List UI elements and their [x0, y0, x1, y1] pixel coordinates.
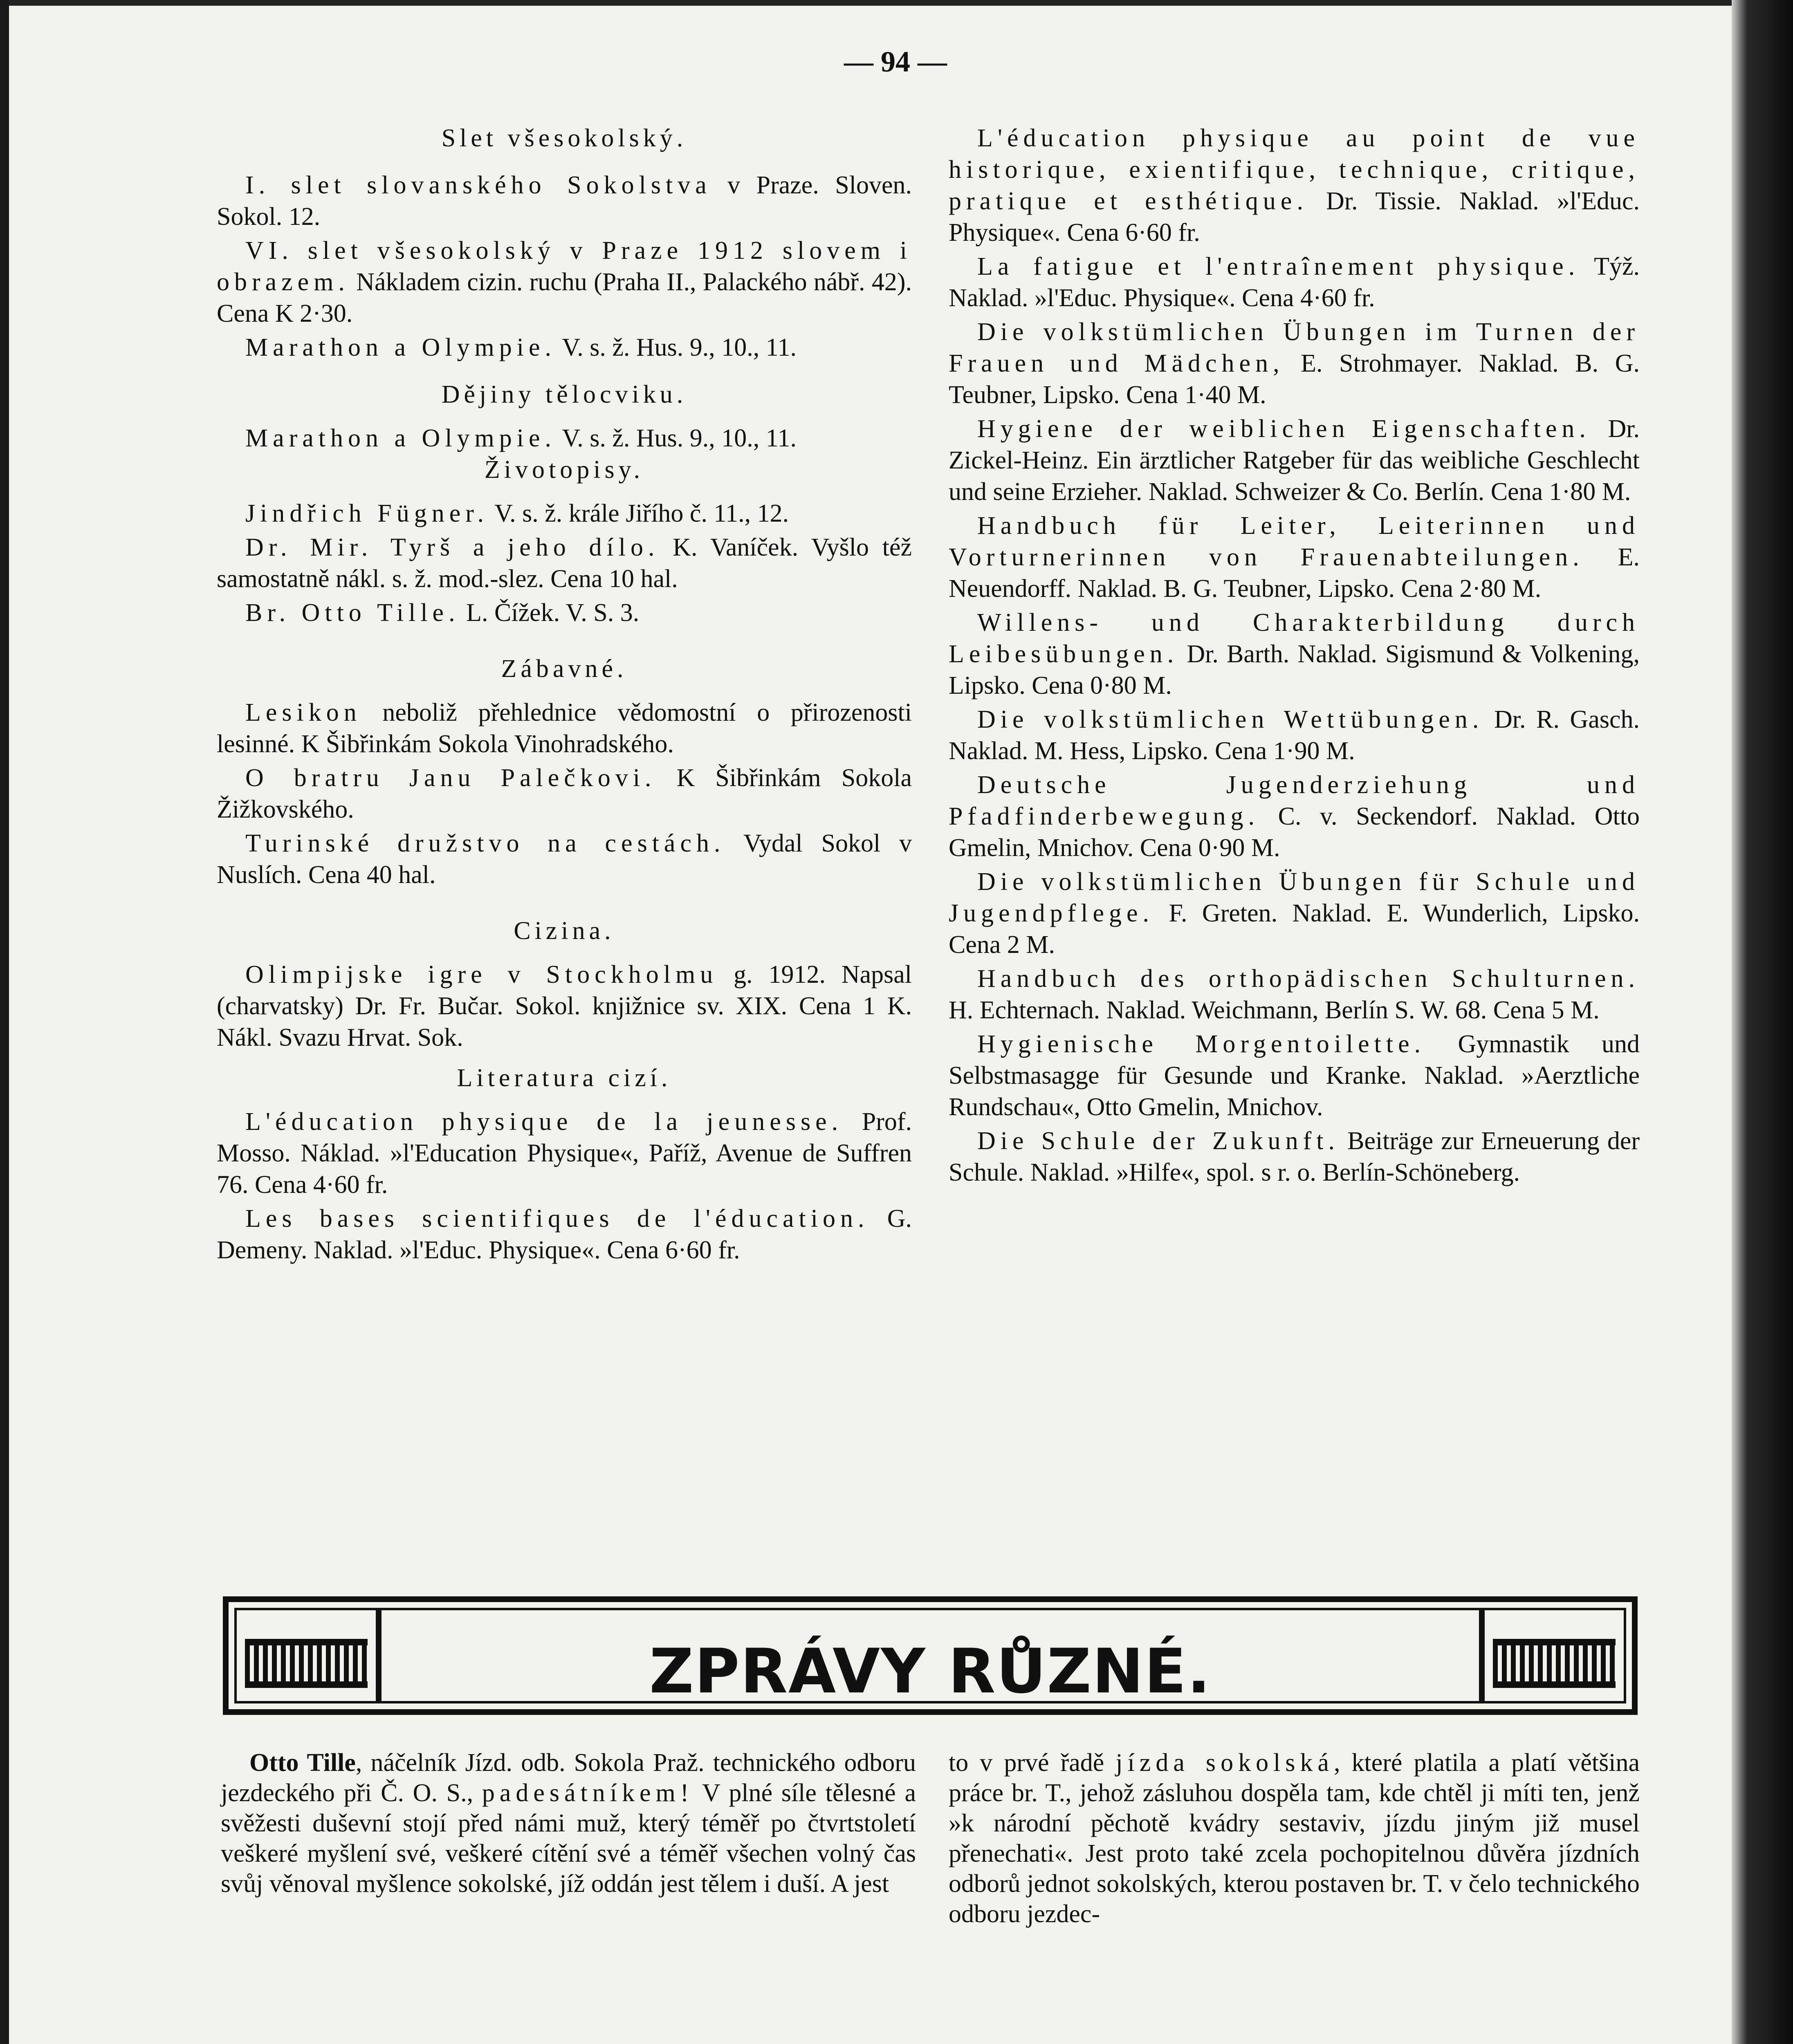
news-emphasis: jízda sokolská [1115, 1749, 1334, 1777]
news-left-column [221, 1748, 916, 1899]
entry-details: G. Demeny. Naklad. »l'Educ. Physique«. Cena 6·60 fr. [217, 1205, 912, 1264]
entry-details: F. Greten. Naklad. E. Wunderlich, Lipsko. Cena 2 M. [949, 899, 1640, 959]
section-heading: Cizina. [514, 917, 615, 945]
entry-title: Handbuch des orthopädischen Schulturnen. [977, 965, 1640, 993]
news-text: to v prvé řadě [949, 1749, 1116, 1777]
news-paragraph [221, 1748, 916, 1899]
news-paragraph [949, 1748, 1640, 1929]
entry-title: Die volkstümlichen Wettübungen. [977, 706, 1484, 733]
entry-title: L'éducation physique au point de vue historique, exientifique, technique, critique, pratique et esthétique. [949, 124, 1640, 215]
entry-title: Hygienische Morgentoilette. [977, 1030, 1426, 1058]
entry-title: Die volkstümlichen Übungen im Turnen der Frauen und Mädchen, [949, 318, 1640, 377]
banner-divider-left [376, 1608, 381, 1703]
entry-title: Les bases scientifiques de l'éducation. [245, 1205, 869, 1233]
entry-title: Olimpijske igre v Stockholmu [245, 961, 718, 988]
news-text: V plné síle tělesné a svěžesti duševní stojí před námi muž, který téměř po čtvrtstoletí veškeré myšlení své, veškeré cítění své a téměř všechen volný čas svůj věnoval myšlence sokolské, jíž oddán jest tělem i duší. A jest [221, 1779, 916, 1898]
page-edge-left [0, 0, 9, 2044]
bibliography-entry [217, 235, 912, 329]
entry-details: Vydal Sokol v Nuslích. Cena 40 hal. [217, 829, 912, 889]
page-edge-top [0, 0, 1793, 6]
right-column [949, 123, 1640, 1188]
entry-details: v Praze. Sloven. Sokol. 12. [217, 171, 912, 231]
railing-ornament-right [1493, 1639, 1616, 1688]
entry-title: La fatigue et l'entraînement physique. [977, 253, 1580, 280]
entry-title: Br. Otto Tille. [245, 599, 460, 627]
entry-details: Dr. Zickel-Heinz. Ein ärztlicher Ratgeber für das weibliche Geschlecht und seine Erzieher. Naklad. Schweizer & Co. Berlín. Cena 1·80 M. [949, 415, 1640, 506]
bibliography-entry [949, 769, 1640, 864]
entry-title: L'éducation physique de la jeunesse. [245, 1108, 843, 1136]
entry-title: VI. slet všesokolský v Praze 1912 slovem i obrazem. [217, 237, 912, 296]
entry-details: Gymnastik und Selbstmasagge für Gesunde und Kranke. Naklad. »Aerztliche Rundschau«, Otto Gmelin, Mnichov. [949, 1030, 1640, 1121]
bibliography-entry [217, 498, 912, 529]
section-heading: Životopisy. [484, 456, 644, 484]
entry-title: Marathon a Olympie. [245, 424, 557, 452]
entry-title: Dr. Mir. Tyrš a jeho dílo. [245, 533, 660, 561]
entry-details: Beiträge zur Erneuerung der Schule. Naklad. »Hilfe«, spol. s r. o. Berlín-Schöneberg. [949, 1127, 1640, 1186]
entry-title: I. slet slovanského Sokolstva [245, 171, 711, 199]
bibliography-entry [949, 866, 1640, 961]
bibliography-entry [949, 413, 1640, 508]
entry-details: Týž. Naklad. »l'Educ. Physique«. Cena 4·60 fr. [949, 253, 1640, 312]
entry-details: E. Strohmayer. Naklad. B. G. Teubner, Lipsko. Cena 1·40 M. [949, 350, 1640, 409]
entry-title: Hygiene der weiblichen Eigenschaften. [977, 415, 1591, 443]
section-banner [223, 1596, 1638, 1715]
left-column [217, 123, 912, 1266]
bibliography-entry [217, 423, 912, 454]
bibliography-entry [217, 697, 912, 760]
bibliography-entry [217, 332, 912, 363]
entry-details: neboliž přehlednice vědomostní o přirozenosti lesinné. K Šibřinkám Sokola Vinohradského. [217, 699, 912, 758]
entry-title: Die Schule der Zukunft. [977, 1127, 1340, 1155]
entry-title: Marathon a Olympie. [245, 334, 557, 361]
bibliography-entry [217, 1203, 912, 1266]
news-emphasis: padesátníkem! [482, 1779, 694, 1807]
entry-title: Handbuch für Leiter, Leiterinnen und Vorturnerinnen von Frauenabteilungen. [949, 512, 1640, 571]
bibliography-entry [217, 597, 912, 629]
bibliography-entry [949, 704, 1640, 767]
section-heading: Slet všesokolský. [441, 124, 687, 152]
entry-details: K Šibřinkám Sokola Žižkovského. [217, 764, 912, 823]
entry-title: Willens- und Charakterbildung durch Leibesübungen. [949, 609, 1640, 668]
bibliography-entry [949, 1125, 1640, 1188]
entry-details: L. Čížek. V. S. 3. [460, 599, 640, 627]
news-person-name: Otto Tille [249, 1749, 356, 1777]
entry-details: K. Vaníček. Vyšlo též samostatně nákl. s. ž. mod.-slez. Cena 10 hal. [217, 533, 912, 593]
entry-details: V. s. ž. Hus. 9., 10., 11. [556, 334, 797, 361]
entry-details: Dr. Barth. Naklad. Sigismund & Volkening, Lipsko. Cena 0·80 M. [949, 640, 1640, 699]
news-text: , náčelník Jízd. odb. Sokola Praž. technického odboru jezdeckého při Č. O. S., [221, 1749, 916, 1807]
banner-divider-right [1479, 1608, 1485, 1703]
bibliography-entry [217, 828, 912, 891]
entry-title: Jindřich Fügner. [245, 500, 489, 527]
bibliography-entry [949, 316, 1640, 411]
entry-title: Die volkstümlichen Übungen für Schule und Jugendpflege. [949, 868, 1640, 927]
section-heading: Zábavné. [501, 655, 628, 683]
bibliography-entry [949, 607, 1640, 702]
banner-title: ZPRÁVY RŮZNÉ. [649, 1636, 1212, 1707]
entry-title: Lesikon [245, 699, 361, 726]
bibliography-entry [217, 1106, 912, 1201]
railing-ornament-left [245, 1639, 368, 1688]
bibliography-entry [949, 251, 1640, 314]
bibliography-entry [949, 963, 1640, 1026]
page-edge-right [1732, 0, 1793, 2044]
entry-title: O bratru Janu Palečkovi. [245, 764, 656, 792]
section-heading: Literatura cizí. [457, 1064, 672, 1092]
bibliography-entry [217, 762, 912, 825]
bibliography-entry [949, 123, 1640, 249]
entry-details: Prof. Mosso. Náklad. »l'Education Physique«, Paříž, Avenue de Suffren 76. Cena 4·60 fr. [217, 1108, 912, 1199]
entry-details: Dr. R. Gasch. Naklad. M. Hess, Lipsko. Cena 1·90 M. [949, 706, 1640, 765]
entry-details: H. Echternach. Naklad. Weichmann, Berlín S. W. 68. Cena 5 M. [949, 996, 1600, 1024]
entry-details: g. 1912. Napsal (charvatsky) Dr. Fr. Bučar. Sokol. knjižnice sv. XIX. Cena 1 K. Nákl. Svazu Hrvat. Sok. [217, 961, 912, 1051]
entry-details: V. s. ž. krále Jiřího č. 11., 12. [488, 500, 789, 527]
bibliography-entry [217, 532, 912, 595]
entry-details: Dr. Tissie. Naklad. »l'Educ. Physique«. Cena 6·60 fr. [949, 187, 1640, 247]
entry-details: V. s. ž. Hus. 9., 10., 11. [556, 424, 797, 452]
page-number: — 94 — [844, 45, 947, 78]
entry-details: Nákladem cizin. ruchu (Praha II., Palackého nábř. 42). Cena K 2·30. [217, 268, 912, 327]
banner-inner-frame [234, 1608, 1626, 1707]
news-right-column [949, 1748, 1640, 1929]
bibliography-entry [949, 1029, 1640, 1123]
entry-title: Deutsche Jugenderziehung und Pfadfinderbewegung. [949, 771, 1640, 830]
entry-details: C. v. Seckendorf. Naklad. Otto Gmelin, Mnichov. Cena 0·90 M. [949, 802, 1640, 862]
news-text: , které platila a platí většina práce br. T., jehož zásluhou dospěla tam, kde chtěl ji míti ten, jenž »k národní pěchotě kvádry sestaviv, jízdu jiným již musel přenechati«. Jest proto také zcela pochopitelnou důvěra jízdních odborů jednot sokolských, kterou postaven br. T. v čelo technického odboru jezdec- [949, 1749, 1640, 1928]
bibliography-entry [217, 959, 912, 1053]
entry-details: E. Neuendorff. Naklad. B. G. Teubner, Lipsko. Cena 2·80 M. [949, 543, 1640, 603]
section-heading: Dějiny tělocviku. [441, 381, 687, 408]
bibliography-entry [217, 170, 912, 233]
bibliography-entry [949, 510, 1640, 605]
entry-title: Turinské družstvo na cestách. [245, 829, 725, 857]
